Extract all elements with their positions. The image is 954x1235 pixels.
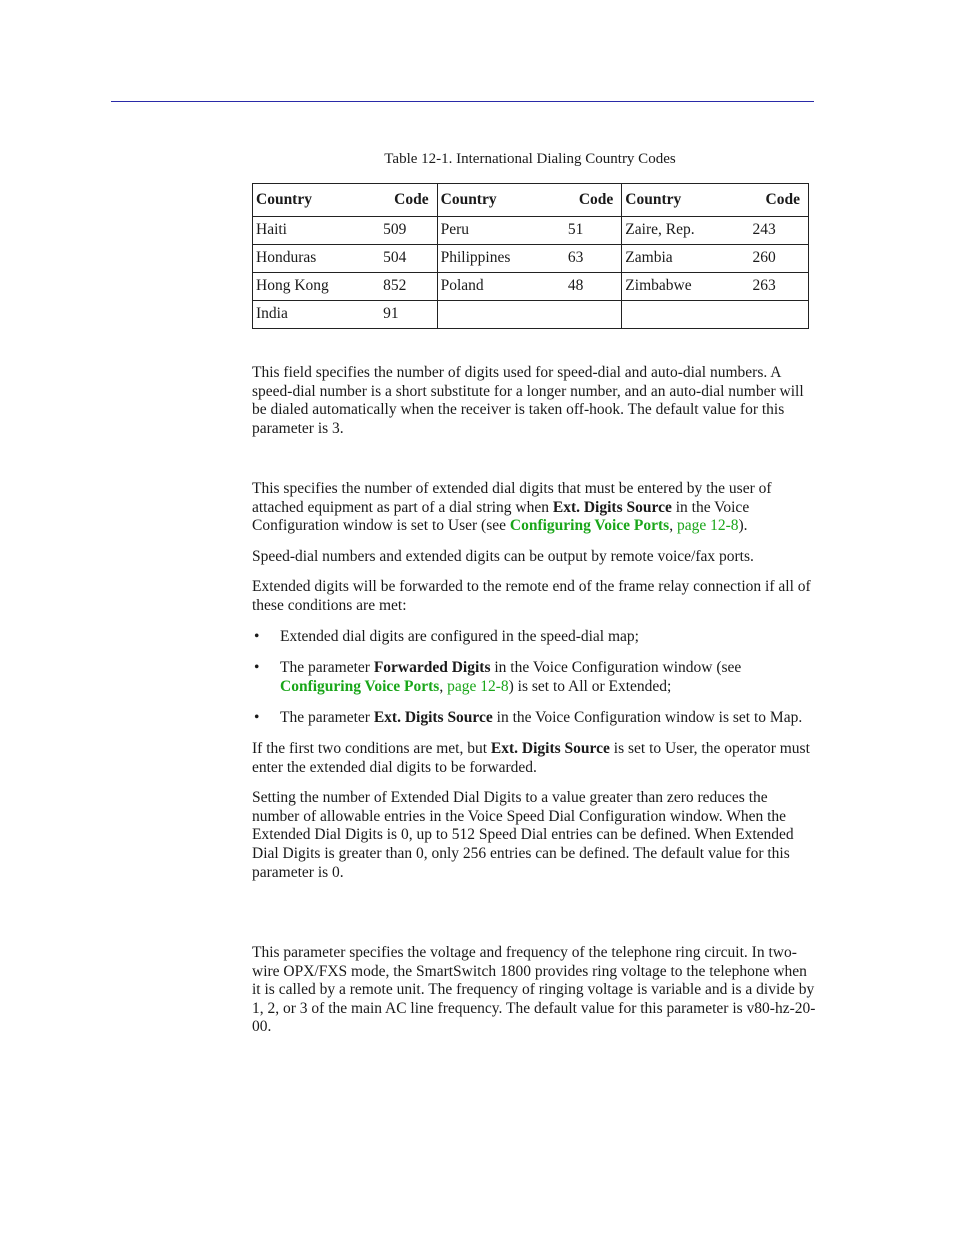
text-run: ).	[738, 517, 748, 535]
table-cell: 48	[568, 273, 622, 301]
paragraph: Setting the number of Extended Dial Digits to a value greater than zero reduces the number of allowable entries in the Voice Speed Dial Configuration window. When the Extended Dial Digits is 0, up to 512 Speed Dial entries can be defined. When Extended Dial Digits is greater than 0, only 256 entries can be defined. The default value for this parameter is 0.	[252, 789, 794, 881]
table-row	[253, 273, 809, 301]
bullet-icon: •	[254, 627, 260, 645]
text-run: in the Voice Configuration window is set to Map.	[492, 709, 803, 727]
table-cell: Zambia	[625, 249, 673, 267]
table-cell: 243	[752, 221, 776, 239]
page-12-8-link[interactable]: page 12-8	[676, 517, 739, 535]
paragraph: Extended digits will be forwarded to the remote end of the frame relay connection if all of these conditions are met:	[252, 578, 811, 614]
ring-voltage-description	[252, 944, 816, 1037]
column-header: Code	[383, 184, 437, 217]
table-cell: 504	[383, 245, 437, 273]
table-cell: Poland	[440, 277, 484, 295]
table-cell	[437, 301, 568, 329]
table-cell: 91	[383, 301, 437, 329]
column-header: Country	[256, 190, 312, 208]
table-cell: 260	[752, 249, 776, 267]
table-cell: Peru	[440, 221, 470, 239]
text-run: If the first two conditions are met, but	[252, 739, 491, 757]
list-item	[252, 659, 816, 696]
list-item	[252, 709, 816, 728]
column-header: Code	[568, 184, 622, 217]
speed-dial-digits-description	[252, 364, 816, 438]
conditions-list	[252, 628, 816, 728]
paragraph: This field specifies the number of digits used for speed-dial and auto-dial numbers. A speed-dial number is a short substitute for a longer number, and an auto-dial number will be dialed automatically when the receiver is taken off-hook. The default value for this parameter is 3.	[252, 364, 804, 437]
text-run: The parameter	[280, 709, 374, 727]
configuring-voice-ports-link[interactable]: Configuring Voice Ports	[280, 677, 440, 695]
table-row	[253, 301, 809, 329]
bullet-icon: •	[254, 709, 260, 727]
text-run: Extended dial digits are configured in the speed-dial map;	[280, 627, 639, 645]
paragraph: Speed-dial numbers and extended digits can be output by remote voice/fax ports.	[252, 547, 754, 565]
text-run: in the Voice Configuration window is set to User (see	[252, 498, 750, 535]
param-name: Forwarded Digits	[373, 659, 491, 677]
param-name: Ext. Digits Source	[552, 498, 672, 516]
param-name: Ext. Digits Source	[373, 709, 493, 727]
table-cell: 263	[752, 277, 776, 295]
text-run: This specifies the number of extended dial digits that must be entered by the user of attached equipment as part of a dial string when	[252, 480, 772, 516]
bullet-icon: •	[254, 659, 260, 677]
table-caption: Table 12-1. International Dialing Country Codes	[384, 151, 676, 167]
table-cell: Haiti	[256, 221, 287, 239]
text-run: ) is set to All or Extended;	[508, 677, 672, 695]
table-cell: 509	[383, 217, 437, 245]
text-run: ,	[669, 517, 677, 535]
header-rule	[111, 101, 814, 102]
paragraph	[252, 740, 816, 777]
table-header-row	[253, 184, 809, 217]
table-cell: 51	[568, 217, 622, 245]
table-cell: India	[256, 305, 288, 323]
text-run: in the Voice Configuration window (see	[490, 659, 742, 677]
table-cell: Zimbabwe	[625, 277, 692, 295]
column-header: Country	[625, 190, 682, 208]
text-run: ,	[439, 677, 448, 695]
table-cell: Honduras	[256, 249, 317, 267]
table-cell	[753, 301, 809, 329]
configuring-voice-ports-link[interactable]: Configuring Voice Ports	[509, 517, 670, 535]
table-cell	[622, 301, 753, 329]
table-row	[253, 245, 809, 273]
table-cell: 852	[383, 273, 437, 301]
table-cell	[568, 301, 622, 329]
table-cell: 63	[568, 245, 622, 273]
param-name: Ext. Digits Source	[490, 739, 610, 757]
paragraph: This parameter specifies the voltage and frequency of the telephone ring circuit. In two-wire OPX/FXS mode, the SmartSwitch 1800 provides ring voltage to the telephone when it is called by a remote unit. The frequency of ringing voltage is variable and is a divide by 1, 2, or 3 of the main AC line frequency. The default value for this parameter is v80-hz-20-00.	[252, 944, 816, 1036]
table-cell: Zaire, Rep.	[625, 221, 695, 239]
country-codes-table	[252, 183, 809, 329]
table-cell: Philippines	[440, 249, 511, 267]
page-12-8-link[interactable]: page 12-8	[447, 677, 509, 695]
text-run: is set to User, the operator must enter the extended dial digits to be forwarded.	[252, 739, 810, 776]
text-run: The parameter	[280, 659, 374, 677]
column-header: Code	[765, 190, 800, 208]
list-item	[252, 628, 816, 647]
paragraph	[252, 480, 816, 536]
extended-dial-digits-description	[252, 480, 816, 882]
column-header: Country	[440, 190, 497, 208]
table-cell: Hong Kong	[256, 277, 329, 295]
table-row	[253, 217, 809, 245]
